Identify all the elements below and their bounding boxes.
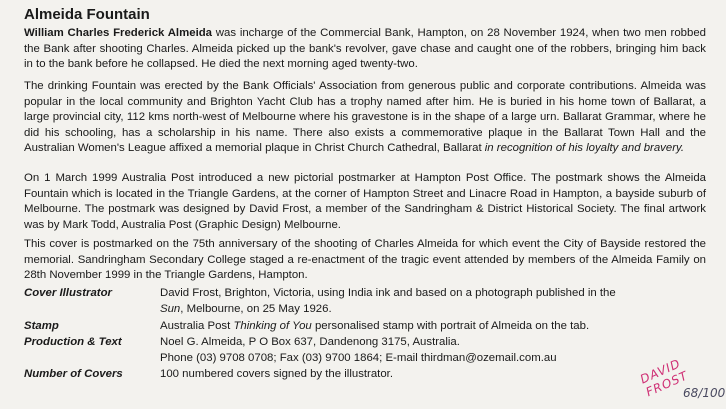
paragraph-postmark <box>24 171 706 233</box>
plaque-inscription: in recognition of his loyalty and bravery. <box>484 142 685 155</box>
meta-production <box>24 334 706 366</box>
meta-production-contact: Phone (03) 9708 0708; Fax (03) 9700 1864; E-mail thirdman@ozemail.com.au <box>160 352 557 364</box>
stamp-name: Thinking of You <box>233 320 312 332</box>
meta-illustrator-line1: David Frost, Brighton, Victoria, using India ink and based on a photograph published in the <box>160 287 616 299</box>
paragraph-robbery-text: was incharge of the Commercial Bank, Hampton, on 28 November 1924, when two men robbed the Bank after shooting Charles. Almeida picked up the bank's revolver, gave chase and caught one of the robbers, bringing him back in to the bank before he collapsed. He died the next morning aged twenty-two. <box>24 27 706 71</box>
meta-stamp-post: personalised stamp with portrait of Almeida on the tab. <box>311 320 590 332</box>
meta-production-label: Production & Text <box>24 336 122 348</box>
meta-stamp-value <box>160 318 706 334</box>
paragraph-robbery <box>24 26 706 73</box>
meta-stamp-label: Stamp <box>24 320 59 332</box>
paragraph-fountain <box>24 79 706 157</box>
meta-illustrator-line2: , Melbourne, on 25 May 1926. <box>180 303 332 315</box>
meta-covers-label: Number of Covers <box>24 368 123 380</box>
meta-stamp-pre: Australia Post <box>160 320 234 332</box>
meta-stamp <box>24 318 706 334</box>
meta-illustrator-label: Cover Illustrator <box>24 287 112 299</box>
paragraph-fountain-text: The drinking Fountain was erected by the Bank Officials' Association from generous public and corporate contributions. Almeida was popular in the local community and Brighton Yacht Club has a trophy named after him. He is buried in his home town of Ballarat, a large provincial city, 112 kms north-west of Melbourne where his gravestone is in the shape of a large urn. Ballarat Grammar, where he did his schooling, has a scholarship in his name. There also exists a commemorative plaque in the Ballarat Town Hall and the Australian Women's League affixed a memorial plaque in Christ Church Cathedral, Ballarat <box>24 80 706 155</box>
handwritten-signature: DAVID FROST <box>638 356 691 400</box>
paragraph-postmark-text: On 1 March 1999 Australia Post introduced a new pictorial postmarker at Hampton Post Office. The postmark shows the Almeida Fountain which is located in the Triangle Gardens, at the corner of Hampton Street and Linacre Road in Hampton, a bayside suburb of Melbourne. The postmark was designed by David Frost, a member of the Sandringham & District Historical Society. The final artwork was by Mark Todd, Australia Post (Graphic Design) Melbourne. <box>24 172 706 231</box>
meta-production-address: Noel G. Almeida, P O Box 637, Dandenong 3175, Australia. <box>160 336 460 348</box>
paragraph-anniversary <box>24 237 706 284</box>
meta-production-value <box>160 334 706 366</box>
newspaper-name: Sun <box>160 303 181 315</box>
meta-covers-value: 100 numbered covers signed by the illustrator. <box>160 368 394 380</box>
paragraph-anniversary-text: This cover is postmarked on the 75th anniversary of the shooting of Charles Almeida for which event the City of Bayside restored the memorial. Sandringham Secondary College staged a re-enactment of the tragic event attended by members of the Almeida Family on 28th November 1999 in the Triangle Gardens, Hampton. <box>24 238 706 282</box>
meta-illustrator <box>24 285 706 317</box>
cover-number: 68/100 <box>683 386 726 400</box>
meta-covers <box>24 366 706 382</box>
page-title: Almeida Fountain <box>24 6 150 23</box>
subject-name: William Charles Frederick Almeida <box>24 27 213 39</box>
meta-illustrator-value <box>160 285 706 317</box>
